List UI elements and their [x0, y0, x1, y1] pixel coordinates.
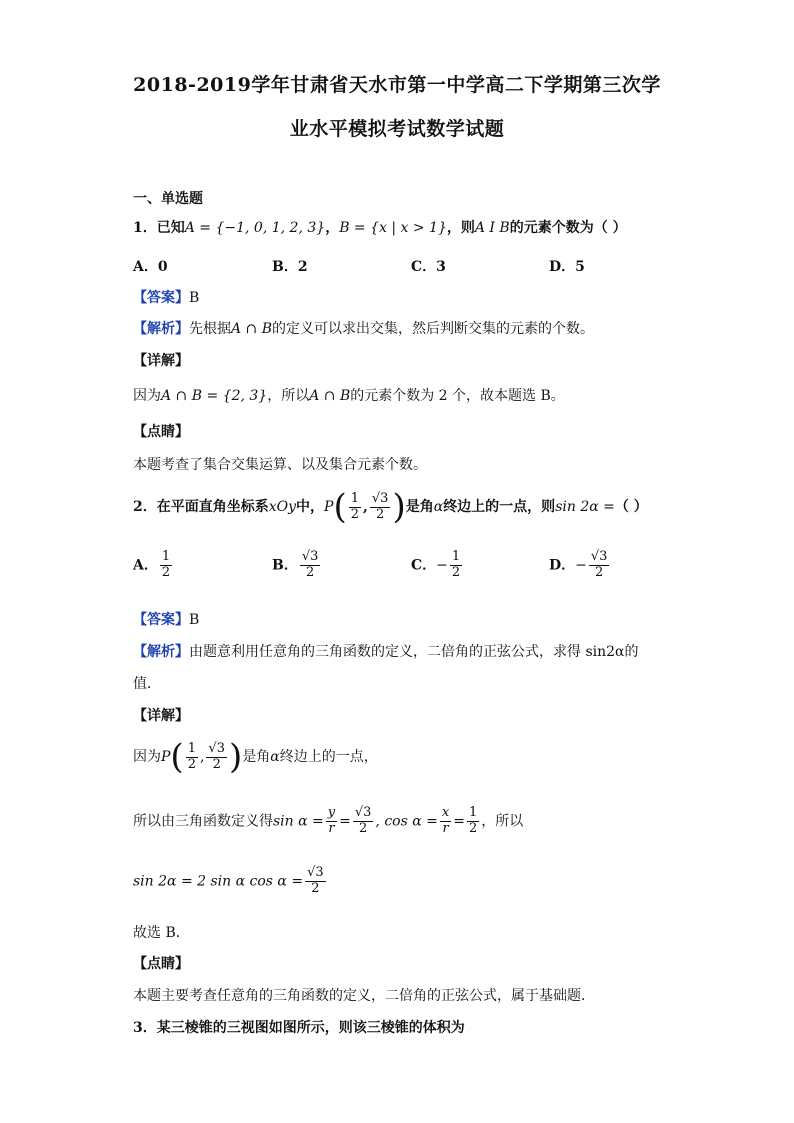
fraction: $\frac{1}{2}$ — [350, 490, 360, 522]
q2-detail-3: sin 2α = 2 sin α cos α = $\frac{√3}{2}$ — [133, 865, 324, 896]
document-title-line2: 业水平模拟考试数学试题 — [289, 118, 505, 140]
q2-option-c: C．− $\frac{1}{2}$ — [411, 549, 461, 580]
q2-option-b: B． $\frac{√3}{2}$ — [272, 549, 319, 580]
q2-comment-heading: 【点睛】 — [133, 956, 189, 972]
q1-comment: 本题考查了集合交集运算、以及集合元素个数。 — [133, 457, 427, 473]
q2-detail-1: 因为P( $\frac{1}{2}$ , $\frac{√3}{2}$ )是角α终边上的一点， — [133, 737, 378, 777]
q2-analysis-cont: 值． — [133, 676, 161, 692]
q1-option-d: D．5 — [549, 259, 585, 275]
q3-stem: 3．某三棱锥的三视图如图所示，则该三棱锥的体积为 — [133, 1020, 465, 1036]
section-heading: 一、单选题 — [133, 191, 203, 207]
q1-detail: 因为A ∩ B = {2, 3}，所以A ∩ B的元素个数为 2 个，故本题选 B。 — [133, 388, 565, 404]
fraction: $\frac{√3}{2}$ — [371, 490, 389, 522]
q1-option-a: A．0 — [133, 259, 168, 275]
q2-stem: 2．在平面直角坐标系xOy中，P( $\frac{1}{2}$ , $\frac{√3}{2}$ )是角α终边上的一点，则sin 2α =（ ） — [133, 487, 648, 527]
q2-comment: 本题主要考查任意角的三角函数的定义，二倍角的正弦公式，属于基础题． — [133, 988, 595, 1004]
q1-option-b: B．2 — [272, 259, 308, 275]
q2-analysis: 【解析】由题意利用任意角的三角函数的定义，二倍角的正弦公式，求得 sin2α的 — [133, 644, 639, 660]
document-title-line1: 2018-2019学年甘肃省天水市第一中学高二下学期第三次学 — [133, 74, 661, 96]
q1-analysis: 【解析】先根据A ∩ B的定义可以求出交集，然后判断交集的元素的个数。 — [133, 321, 595, 337]
q2-conclusion: 故选 B． — [133, 925, 190, 941]
q1-detail-heading: 【详解】 — [133, 353, 189, 369]
q1-answer: 【答案】B — [133, 290, 200, 306]
q2-option-d: D．− $\frac{√3}{2}$ — [549, 549, 608, 580]
q1-comment-heading: 【点睛】 — [133, 424, 189, 440]
q1-stem: 1．已知A = {−1, 0, 1, 2, 3}，B = {x | x > 1}，则A I B的元素个数为（ ） — [133, 220, 627, 236]
q2-option-a: A． $\frac{1}{2}$ — [133, 549, 171, 580]
q2-detail-2: 所以由三角函数定义得sin α = $\frac{y}{r}$ = $\frac{√3}{2}$ , cos α = $\frac{x}{r}$ = $\frac{1}{2}$ ，所以 — [133, 805, 524, 836]
q2-detail-heading: 【详解】 — [133, 708, 189, 724]
q1-option-c: C．3 — [411, 259, 446, 275]
q2-answer: 【答案】B — [133, 612, 200, 628]
